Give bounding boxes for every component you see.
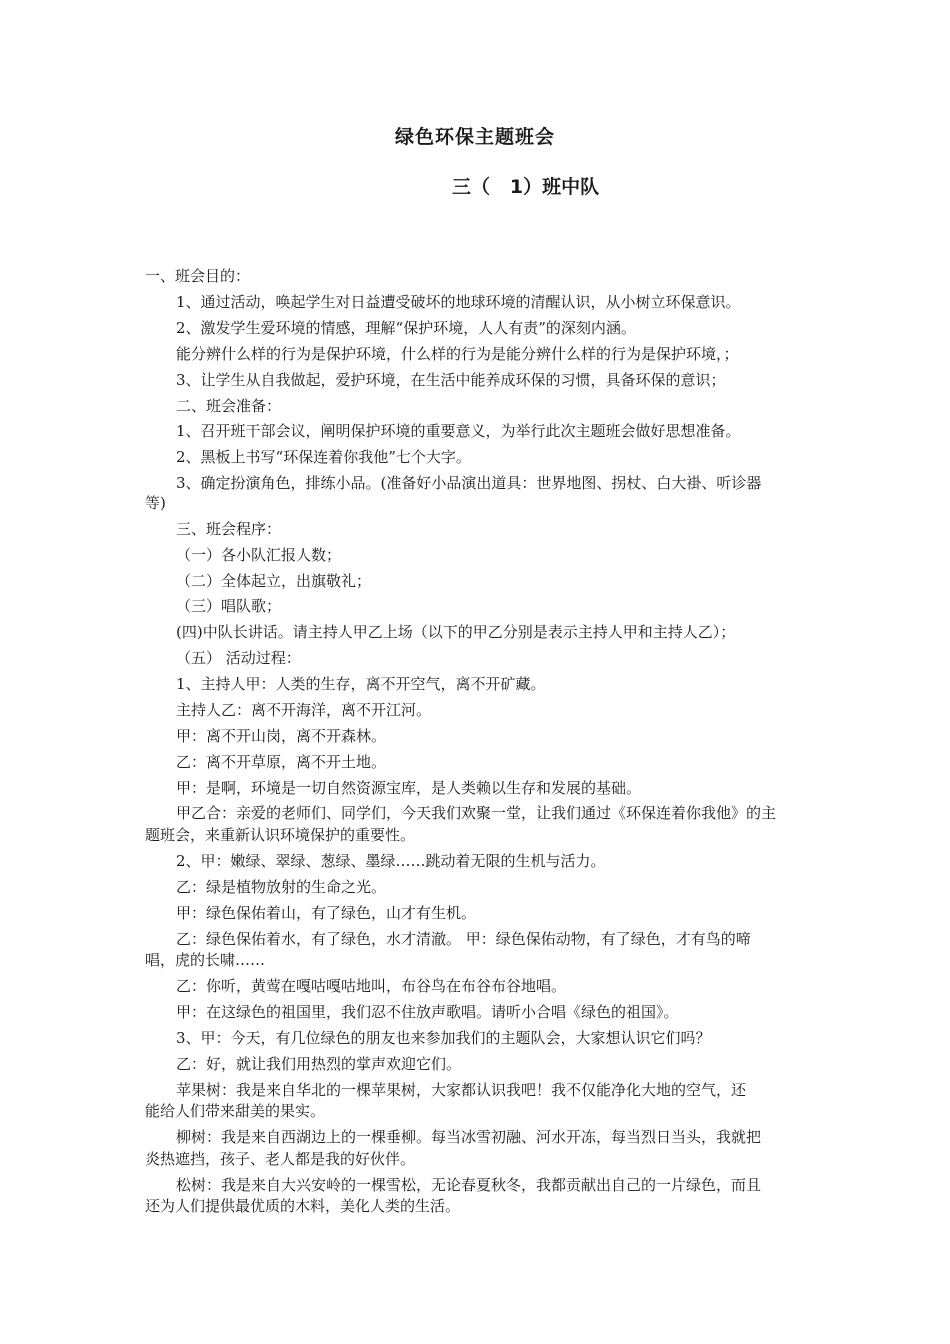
text-line: 2、激发学生爱环境的情感，理解“保护环境，人人有责”的深刻内涵。 — [176, 319, 636, 337]
text-line: 柳树：我是来自西湖边上的一棵垂柳。每当冰雪初融、河水开冻，每当烈日当头，我就把 — [176, 1128, 762, 1146]
text-line: 能给人们带来甜美的果实。 — [145, 1102, 326, 1120]
document-subtitle: 三（ 1）班中队 — [452, 176, 600, 198]
text-line: 乙：你听，黄莺在嘎咕嘎咕地叫，布谷鸟在布谷布谷地唱。 — [176, 977, 567, 995]
text-line: 3、甲：今天，有几位绿色的朋友也来参加我们的主题队会，大家想认识它们吗？ — [176, 1029, 711, 1047]
text-line: 3、确定扮演角色，排练小品。(准备好小品演出道具：世界地图、拐杖、白大褂、听诊器 — [176, 474, 762, 492]
text-line: 题班会，来重新认识环境保护的重要性。 — [145, 826, 416, 844]
text-line: 唱，虎的长啸…… — [145, 951, 266, 969]
text-line: （三）唱队歌； — [176, 597, 282, 615]
text-line: 能分辨什么样的行为是保护环境，什么样的行为是能分辨什么样的行为是保护环境，； — [176, 345, 739, 363]
text-line: 甲：在这绿色的祖国里，我们忍不住放声歌唱。请听小合唱《绿色的祖国》。 — [176, 1003, 679, 1021]
text-line: 乙：绿色保佑着水，有了绿色，水才清澈。 甲：绿色保佑动物，有了绿色，才有鸟的啼 — [176, 930, 751, 948]
text-line: 2、甲：嫩绿、翠绿、葱绿、墨绿……跳动着无限的生机与活力。 — [176, 852, 606, 870]
text-line: 乙：绿是植物放射的生命之光。 — [176, 878, 387, 896]
text-line: 还为人们提供最优质的木料，美化人类的生活。 — [145, 1197, 461, 1215]
text-line: 松树：我是来自大兴安岭的一棵雪松，无论春夏秋冬，我都贡献出自己的一片绿色，而且 — [176, 1176, 762, 1194]
text-line: 2、黑板上书写“环保连着你我他”七个大字。 — [176, 448, 471, 466]
text-line: (四)中队长讲话。请主持人甲乙上场（以下的甲乙分别是表示主持人甲和主持人乙）； — [176, 623, 736, 641]
text-line: （一）各小队汇报人数； — [176, 546, 342, 564]
text-line: 乙：好，就让我们用热烈的掌声欢迎它们。 — [176, 1055, 462, 1073]
section-heading-preparation: 二、班会准备： — [176, 397, 282, 415]
text-line: 甲乙合：亲爱的老师们、同学们，今天我们欢聚一堂，让我们通过《环保连着你我他》的主 — [176, 804, 777, 822]
text-line: 甲：离不开山岗，离不开森林。 — [176, 727, 387, 745]
text-line: 1、主持人甲：人类的生存，离不开空气，离不开矿藏。 — [176, 675, 546, 693]
text-line: 甲：绿色保佑着山，有了绿色，山才有生机。 — [176, 904, 477, 922]
section-heading-procedure: 三、班会程序： — [176, 520, 282, 538]
section-heading-purpose: 一、班会目的： — [145, 267, 251, 285]
text-line: （二）全体起立，出旗敬礼； — [176, 572, 372, 590]
text-line: 甲：是啊，环境是一切自然资源宝库，是人类赖以生存和发展的基础。 — [176, 779, 642, 797]
text-line: 苹果树：我是来自华北的一棵苹果树，大家都认识我吧！我不仅能净化大地的空气，还 — [176, 1081, 747, 1099]
text-line: 3、让学生从自我做起，爱护环境，在生活中能养成环保的习惯，具备环保的意识； — [176, 371, 726, 389]
text-line: 等) — [145, 494, 166, 512]
text-line: 乙：离不开草原，离不开土地。 — [176, 753, 387, 771]
document-title: 绿色环保主题班会 — [394, 126, 555, 148]
text-line: 主持人乙：离不开海洋，离不开江河。 — [176, 701, 432, 719]
text-line: 1、召开班干部会议，阐明保护环境的重要意义，为举行此次主题班会做好思想准备。 — [176, 422, 741, 440]
text-line: 1、通过活动，唤起学生对日益遭受破坏的地球环境的清醒认识，从小树立环保意识。 — [176, 293, 741, 311]
text-line: （五） 活动过程： — [176, 649, 301, 667]
text-line: 炎热遮挡，孩子、老人都是我的好伙伴。 — [145, 1150, 416, 1168]
